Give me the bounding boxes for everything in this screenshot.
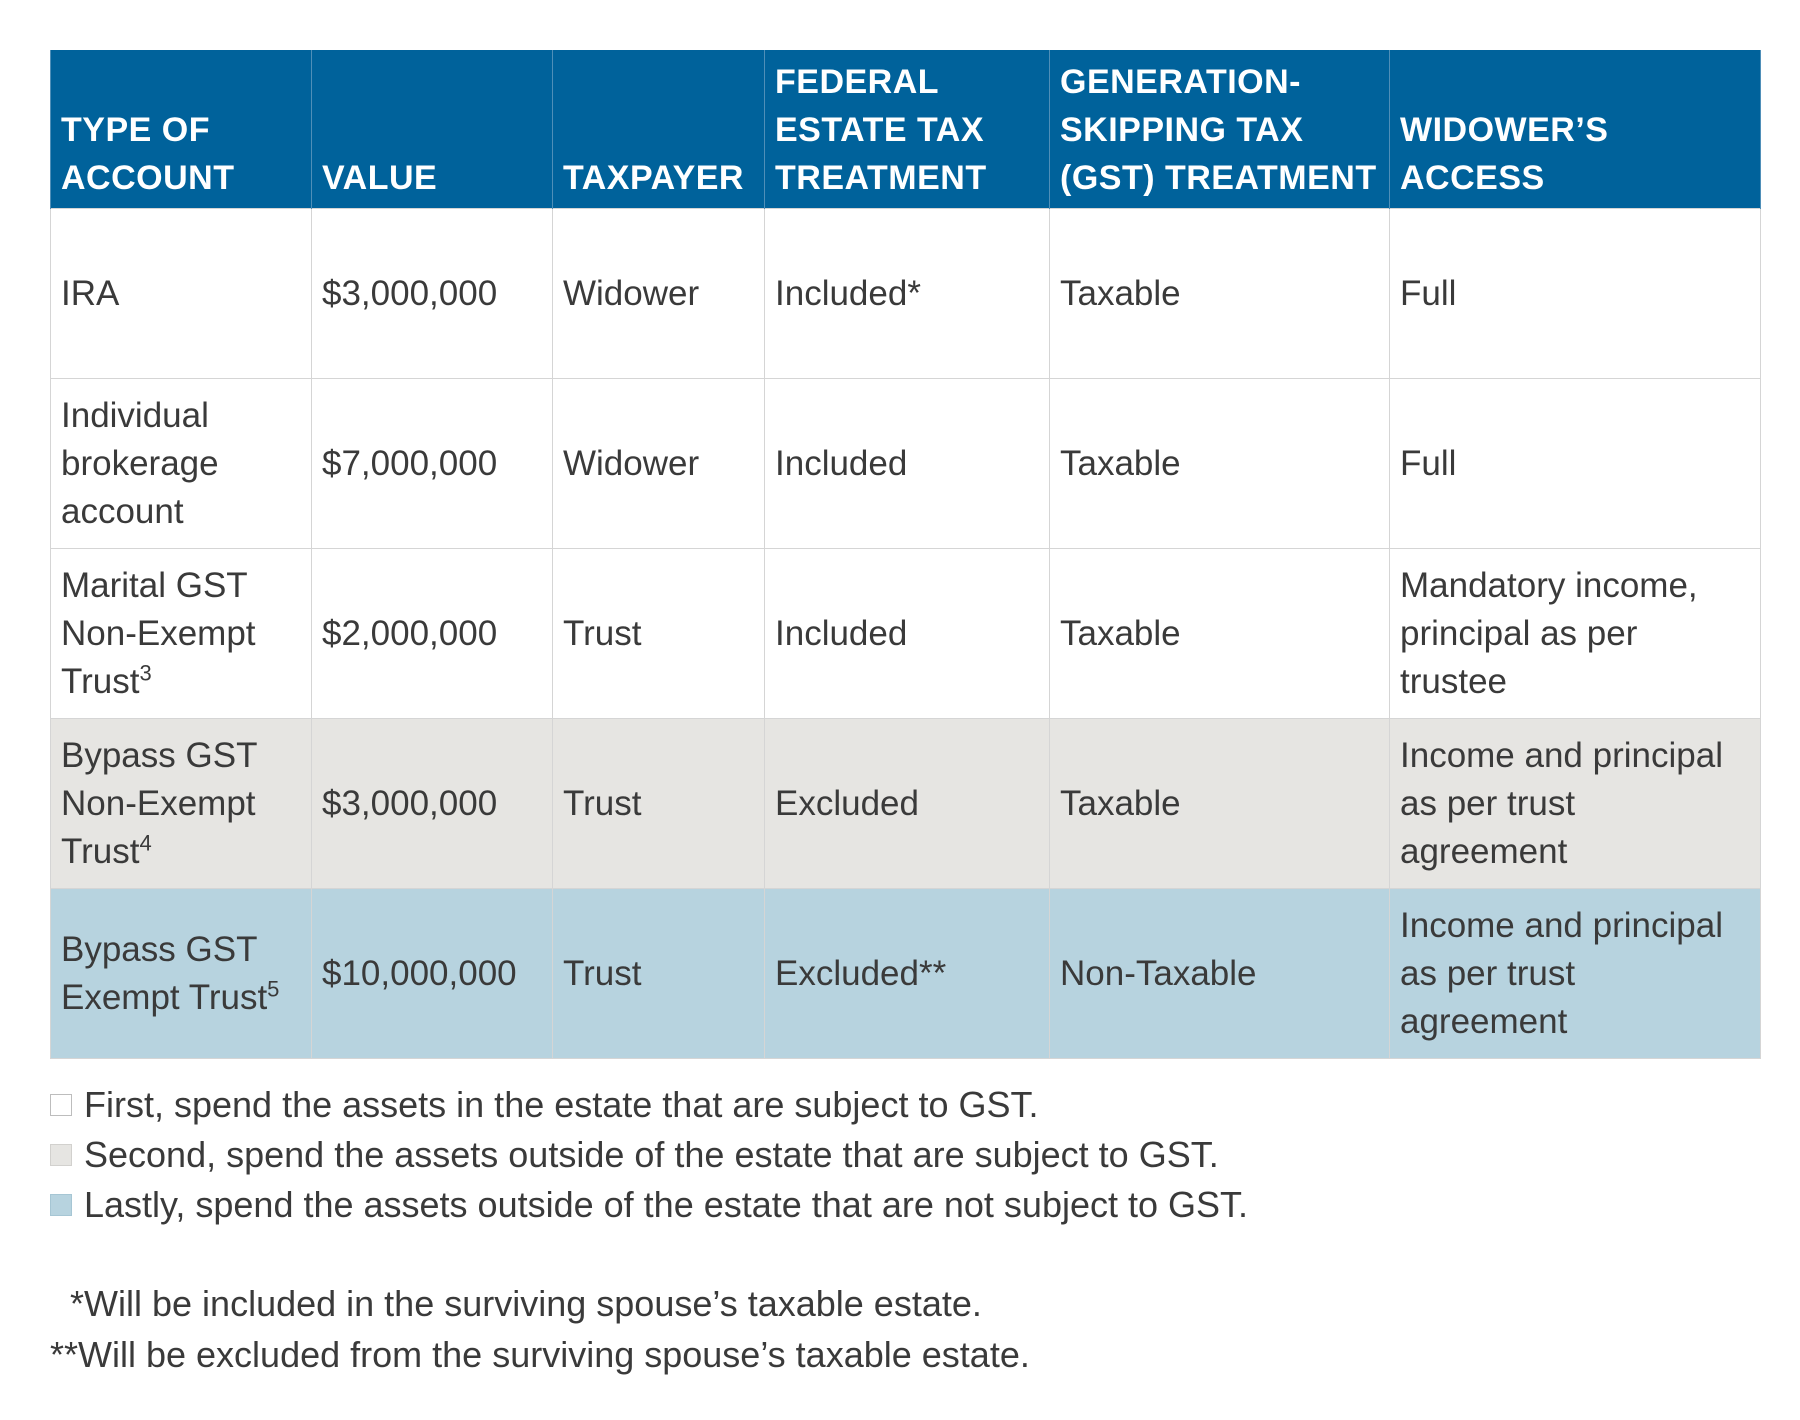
cell-federal-treatment: Included xyxy=(765,549,1050,719)
cell-taxpayer: Widower xyxy=(553,209,765,379)
cell-widowers-access: Mandatory income, principal as per trustee xyxy=(1390,549,1761,719)
cell-value: $3,000,000 xyxy=(312,209,553,379)
cell-gst-treatment: Non-Taxable xyxy=(1050,889,1390,1059)
footnote-excluded: **Will be excluded from the surviving spouse’s taxable estate. xyxy=(50,1334,1030,1375)
header-gst-treatment: GENERATION-SKIPPING TAX (GST) TREATMENT xyxy=(1050,50,1390,209)
cell-taxpayer: Trust xyxy=(553,889,765,1059)
footnotes xyxy=(50,1278,1030,1380)
footnote-included: *Will be included in the surviving spouse’s taxable estate. xyxy=(70,1283,982,1324)
table-header-row xyxy=(51,50,1761,209)
legend-text: First, spend the assets in the estate that are subject to GST. xyxy=(84,1084,1039,1125)
table-row xyxy=(51,549,1761,719)
cell-value: $7,000,000 xyxy=(312,379,553,549)
cell-taxpayer: Trust xyxy=(553,549,765,719)
cell-type-of-account: Bypass GST Exempt Trust$^5$ xyxy=(51,889,312,1059)
header-taxpayer: TAXPAYER xyxy=(553,50,765,209)
cell-value: $3,000,000 xyxy=(312,719,553,889)
legend-item-first xyxy=(50,1080,1248,1130)
cell-taxpayer: Widower xyxy=(553,379,765,549)
footnote-ref: 5 xyxy=(267,975,280,1001)
cell-taxpayer: Trust xyxy=(553,719,765,889)
cell-type-of-account: IRA xyxy=(51,209,312,379)
legend-text: Second, spend the assets outside of the estate that are subject to GST. xyxy=(84,1134,1219,1175)
table-row xyxy=(51,209,1761,379)
cell-widowers-access: Full xyxy=(1390,379,1761,549)
cell-federal-treatment: Included xyxy=(765,379,1050,549)
header-type-of-account: TYPE OF ACCOUNT xyxy=(51,50,312,209)
cell-widowers-access: Full xyxy=(1390,209,1761,379)
header-value: VALUE xyxy=(312,50,553,209)
cell-federal-treatment: Excluded** xyxy=(765,889,1050,1059)
header-federal-estate-tax-treatment: FEDERAL ESTATE TAX TREATMENT xyxy=(765,50,1050,209)
legend-item-second xyxy=(50,1130,1248,1180)
legend-swatch-white xyxy=(50,1094,72,1116)
cell-value: $2,000,000 xyxy=(312,549,553,719)
table-row xyxy=(51,379,1761,549)
cell-type-of-account: Individual brokerage account xyxy=(51,379,312,549)
cell-type-of-account: Marital GST Non-Exempt Trust$^3$ xyxy=(51,549,312,719)
cell-gst-treatment: Taxable xyxy=(1050,209,1390,379)
table-row xyxy=(51,719,1761,889)
legend-text: Lastly, spend the assets outside of the estate that are not subject to GST. xyxy=(84,1184,1249,1225)
cell-gst-treatment: Taxable xyxy=(1050,549,1390,719)
color-legend xyxy=(50,1080,1248,1230)
cell-gst-treatment: Taxable xyxy=(1050,379,1390,549)
cell-widowers-access: Income and principal as per trust agreement xyxy=(1390,719,1761,889)
footnote-ref: 4 xyxy=(139,829,152,855)
cell-value: $10,000,000 xyxy=(312,889,553,1059)
estate-tax-table xyxy=(50,50,1761,1059)
table-row xyxy=(51,889,1761,1059)
footnote-ref: 3 xyxy=(139,659,152,685)
legend-swatch-gray xyxy=(50,1144,72,1166)
cell-federal-treatment: Excluded xyxy=(765,719,1050,889)
cell-gst-treatment: Taxable xyxy=(1050,719,1390,889)
legend-swatch-blue xyxy=(50,1194,72,1216)
cell-type-of-account: Bypass GST Non-Exempt Trust$^4$ xyxy=(51,719,312,889)
cell-widowers-access: Income and principal as per trust agreement xyxy=(1390,889,1761,1059)
header-widowers-access: WIDOWER’S ACCESS xyxy=(1390,50,1761,209)
cell-federal-treatment: Included* xyxy=(765,209,1050,379)
legend-item-lastly xyxy=(50,1180,1248,1230)
